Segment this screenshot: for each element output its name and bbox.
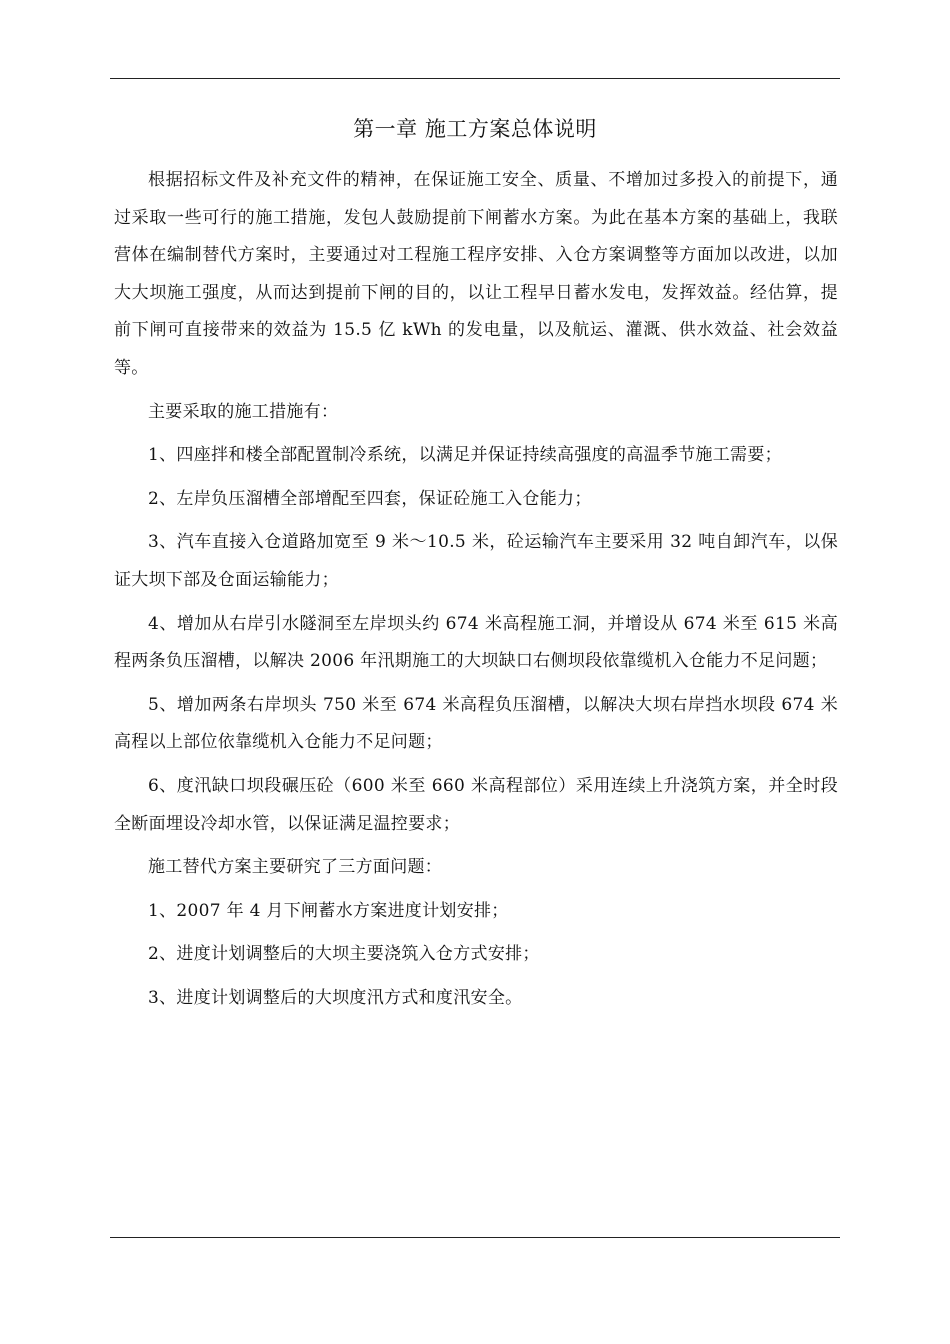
issues-heading: 施工替代方案主要研究了三方面问题： xyxy=(148,857,443,878)
header-rule xyxy=(110,78,840,79)
issue-item-2: 2、进度计划调整后的大坝主要浇筑入仓方式安排； xyxy=(148,944,540,965)
measures-heading: 主要采取的施工措施有： xyxy=(148,401,339,422)
measure-item-2: 2、左岸负压溜槽全部增配至四套，保证砼施工入仓能力； xyxy=(148,488,592,509)
document-body xyxy=(114,162,838,1023)
measure-item-1: 1、四座拌和楼全部配置制冷系统，以满足并保证持续高强度的高温季节施工需要； xyxy=(148,445,782,466)
issue-item-1: 1、2007 年 4 月下闸蓄水方案进度计划安排； xyxy=(148,900,509,921)
measure-item-4: 4、增加从右岸引水隧洞至左岸坝头约 674 米高程施工洞，并增设从 674 米至 615 米高程两条负压溜槽，以解决 2006 年汛期施工的大坝缺口右侧坝段依靠缆机入仓能力不足问题； xyxy=(114,613,838,672)
measure-item-6: 6、度汛缺口坝段碾压砼（600 米至 660 米高程部位）采用连续上升浇筑方案，并全时段全断面埋设冷却水管，以保证满足温控要求； xyxy=(114,775,838,834)
measure-item-3: 3、汽车直接入仓道路加宽至 9 米～10.5 米，砼运输汽车主要采用 32 吨自卸汽车，以保证大坝下部及仓面运输能力； xyxy=(114,532,838,590)
footer-rule xyxy=(110,1237,840,1238)
issue-item-3: 3、进度计划调整后的大坝度汛方式和度汛安全。 xyxy=(148,987,523,1008)
chapter-title: 第一章 施工方案总体说明 xyxy=(353,117,597,141)
measure-item-5: 5、增加两条右岸坝头 750 米至 674 米高程负压溜槽，以解决大坝右岸挡水坝段 674 米高程以上部位依靠缆机入仓能力不足问题； xyxy=(114,694,838,753)
intro-paragraph: 根据招标文件及补充文件的精神，在保证施工安全、质量、不增加过多投入的前提下，通过采取一些可行的施工措施，发包人鼓励提前下闸蓄水方案。为此在基本方案的基础上，我联营体在编制替代方案时，主要通过对工程施工程序安排、入仓方案调整等方面加以改进，以加大大坝施工强度，从而达到提前下闸的目的，以让工程早日蓄水发电，发挥效益。经估算，提前下闸可直接带来的效益为 15.5 亿 kWh 的发电量，以及航运、灌溉、供水效益、社会效益等。 xyxy=(114,170,838,378)
